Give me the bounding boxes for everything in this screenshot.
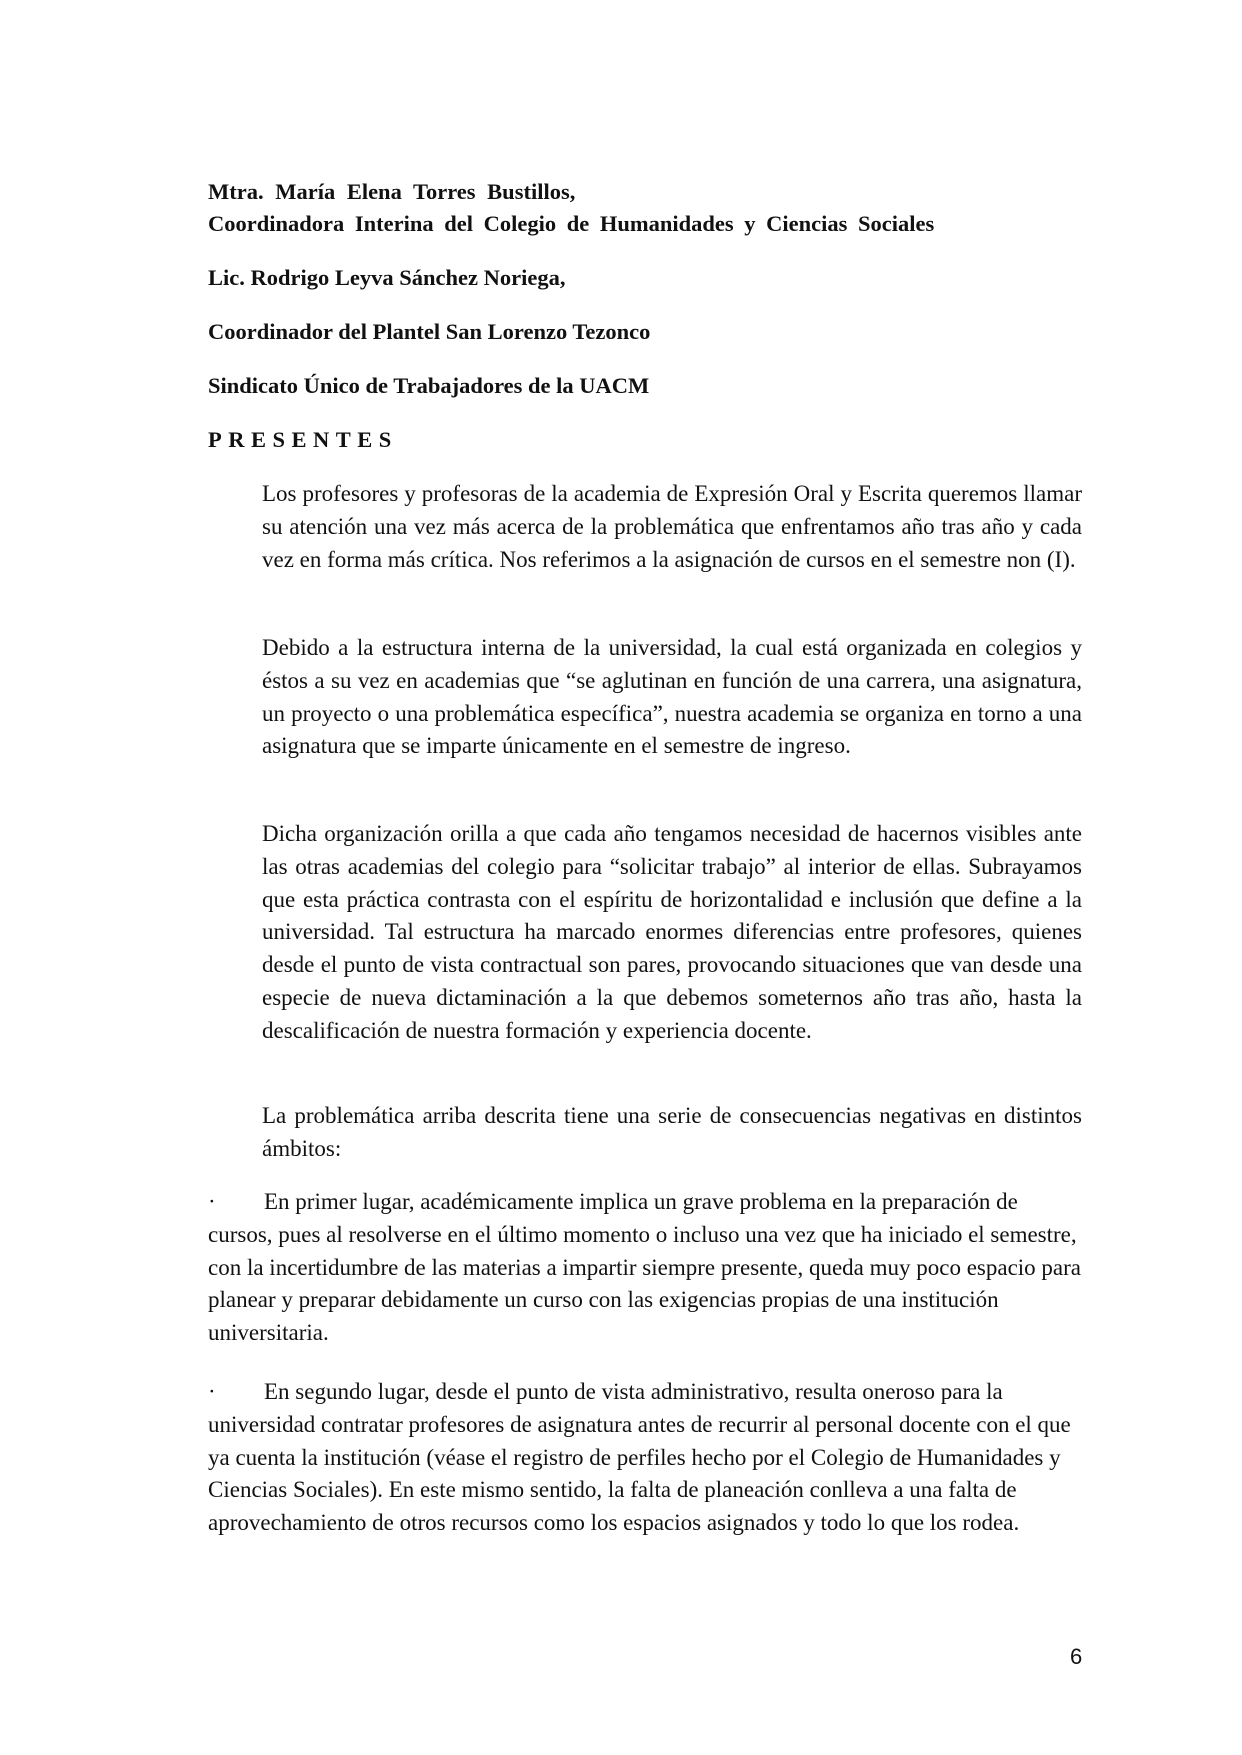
bullet-item-1 — [208, 1186, 1088, 1350]
paragraph-4: La problemática arriba descrita tiene una serie de consecuencias negativas en distintos ámbitos: — [262, 1103, 1082, 1161]
bullet-text: En segundo lugar, desde el punto de vista administrativo, resulta oneroso para la universidad contratar profesores de asignatura antes de recurrir al personal docente con el que ya cuenta la institución (véase el registro de perfiles hecho por el Colegio de Humanidades y Ciencias Sociales). En este mismo sentido, la falta de planeación conlleva a una falta de aprovechamiento de otros recursos como los espacios asignados y todo lo que los rodea. — [208, 1379, 1071, 1536]
bullet-mark: · — [208, 1189, 216, 1214]
paragraph-1: Los profesores y profesoras de la academia de Expresión Oral y Escrita queremos llamar su atención una vez más acerca de la problemática que enfrentamos año tras año y cada vez en forma más crítica. Nos referimos a la asignación de cursos en el semestre non (I). — [262, 481, 1082, 572]
bullet-item-2 — [208, 1376, 1088, 1540]
bullet-mark: · — [208, 1379, 216, 1404]
addressee-title-2: Coordinador del Plantel San Lorenzo Tezonco — [208, 319, 651, 344]
paragraph-3: Dicha organización orilla a que cada año tengamos necesidad de hacernos visibles ante las otras academias del colegio para “solicitar trabajo” al interior de ellas. Subrayamos que esta práctica contrasta con el espíritu de horizontalidad e inclusión que define a la universidad. Tal estructura ha marcado enormes diferencias entre profesores, quienes desde el punto de vista contractual son pares, provocando situaciones que van desde una especie de nueva dictaminación a la que debemos someternos año tras año, hasta la descalificación de nuestra formación y experiencia docente. — [262, 821, 1082, 1043]
paragraph-2: Debido a la estructura interna de la universidad, la cual está organizada en colegios y éstos a su vez en academias que “se aglutinan en función de una carrera, una asignatura, un proyecto o una problemática específica”, nuestra academia se organiza en torno a una asignatura que se imparte únicamente en el semestre de ingreso. — [262, 635, 1082, 759]
salutation: PRESENTES — [208, 427, 398, 452]
page-number: 6 — [1070, 1644, 1083, 1669]
addressee-name-2: Lic. Rodrigo Leyva Sánchez Noriega, — [208, 265, 566, 290]
addressee-title-1: Coordinadora Interina del Colegio de Humanidades y Ciencias Sociales — [208, 211, 935, 236]
addressee-name-1: Mtra. María Elena Torres Bustillos, — [208, 179, 576, 204]
bullet-text: En primer lugar, académicamente implica un grave problema en la preparación de cursos, pues al resolverse en el último momento o incluso una vez que ha iniciado el semestre, con la incertidumbre de las materias a impartir siempre presente, queda muy poco espacio para planear y preparar debidamente un curso con las exigencias propias de una institución universitaria. — [208, 1189, 1082, 1346]
addressee-union: Sindicato Único de Trabajadores de la UACM — [208, 373, 650, 398]
